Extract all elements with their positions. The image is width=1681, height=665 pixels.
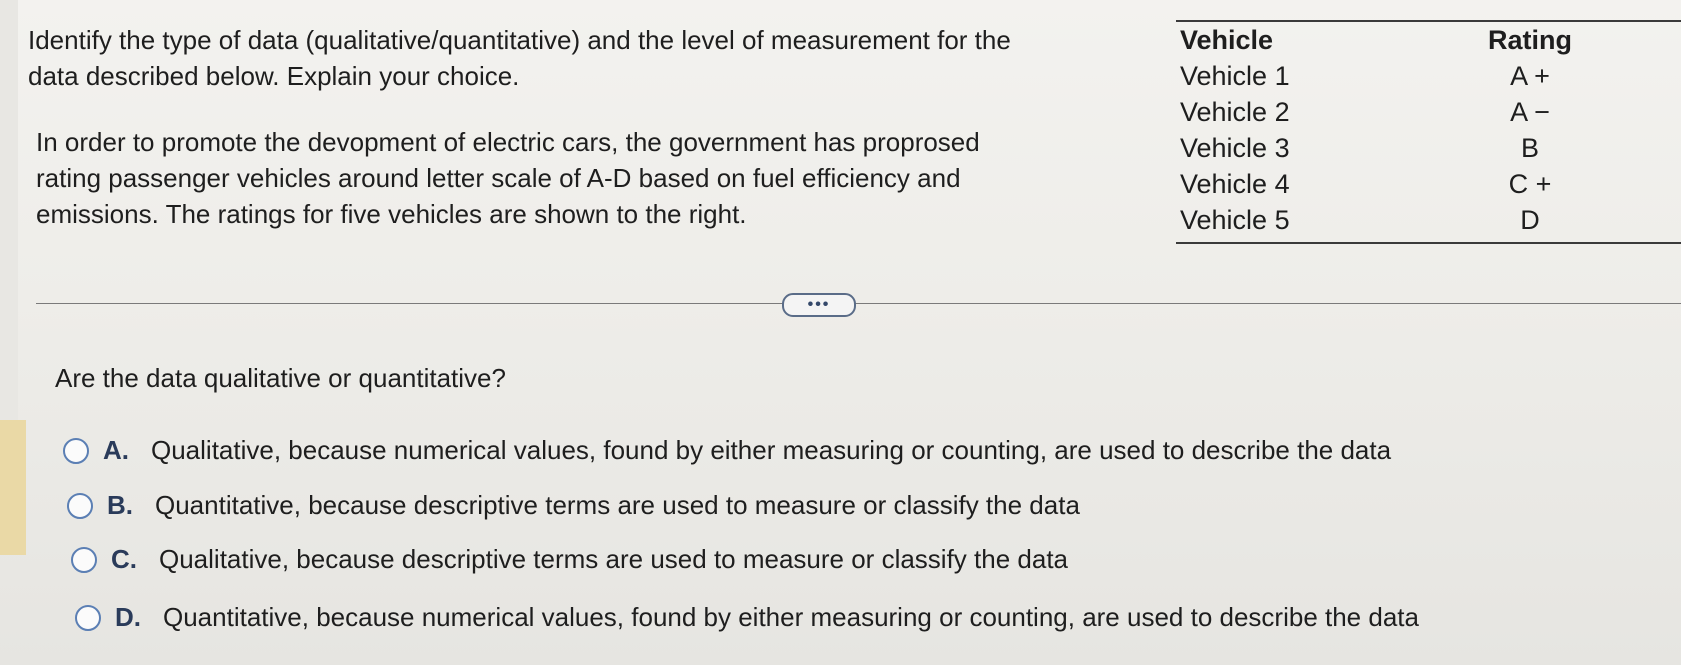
option-text: Qualitative, because numerical values, found by either measuring or counting, are used to describe the data <box>151 435 1392 465</box>
answer-option-a[interactable] <box>63 435 1391 466</box>
rating-cell: D <box>1520 204 1540 235</box>
vehicle-cell: Vehicle 4 <box>1180 168 1290 199</box>
rating-cell: A + <box>1510 60 1550 91</box>
radio-button-b[interactable] <box>67 493 93 519</box>
rating-cell: C + <box>1508 168 1552 199</box>
vehicle-cell: Vehicle 3 <box>1180 132 1290 163</box>
problem-scenario <box>36 124 1126 232</box>
table-row <box>1176 166 1681 202</box>
answer-option-b[interactable] <box>67 490 1080 521</box>
option-text: Quantitative, because numerical values, found by either measuring or counting, are used to describe the data <box>163 602 1419 632</box>
option-letter: B. <box>107 490 133 520</box>
option-text: Qualitative, because descriptive terms are used to measure or classify the data <box>159 544 1068 574</box>
column-header-vehicle: Vehicle <box>1180 24 1274 55</box>
vehicle-cell: Vehicle 2 <box>1180 96 1290 127</box>
radio-button-c[interactable] <box>71 547 97 573</box>
radio-button-d[interactable] <box>75 605 101 631</box>
table-row <box>1176 130 1681 166</box>
radio-button-a[interactable] <box>63 438 89 464</box>
prompt-line-1: Identify the type of data (qualitative/quantitative) and the level of measurement for the <box>28 25 1011 55</box>
vehicle-cell: Vehicle 5 <box>1180 204 1290 235</box>
vehicle-cell: Vehicle 1 <box>1180 60 1290 91</box>
option-letter: A. <box>103 435 129 465</box>
expand-more-button[interactable]: ••• <box>782 293 856 317</box>
answer-option-c[interactable] <box>71 544 1068 575</box>
option-text: Quantitative, because descriptive terms are used to measure or classify the data <box>155 490 1080 520</box>
left-margin <box>0 0 18 420</box>
problem-prompt <box>28 22 1158 94</box>
section-divider <box>36 303 1681 304</box>
prompt-line-2: data described below. Explain your choice. <box>28 61 520 91</box>
rating-cell: B <box>1520 132 1539 163</box>
table-row <box>1176 94 1681 130</box>
table-row <box>1176 58 1681 94</box>
option-letter: D. <box>115 602 141 632</box>
scenario-line-3: emissions. The ratings for five vehicles are shown to the right. <box>36 199 747 229</box>
column-header-rating: Rating <box>1488 24 1572 55</box>
rating-cell: A − <box>1510 96 1550 127</box>
left-accent-bar <box>0 420 26 555</box>
table-row <box>1176 202 1681 238</box>
ratings-table <box>1176 20 1681 244</box>
answer-option-d[interactable] <box>75 602 1419 633</box>
table-header-row <box>1176 22 1681 58</box>
option-letter: C. <box>111 544 137 574</box>
scenario-line-1: In order to promote the devopment of electric cars, the government has proprosed <box>36 127 980 157</box>
scenario-line-2: rating passenger vehicles around letter scale of A-D based on fuel efficiency and <box>36 163 961 193</box>
question-text: Are the data qualitative or quantitative? <box>55 363 506 393</box>
